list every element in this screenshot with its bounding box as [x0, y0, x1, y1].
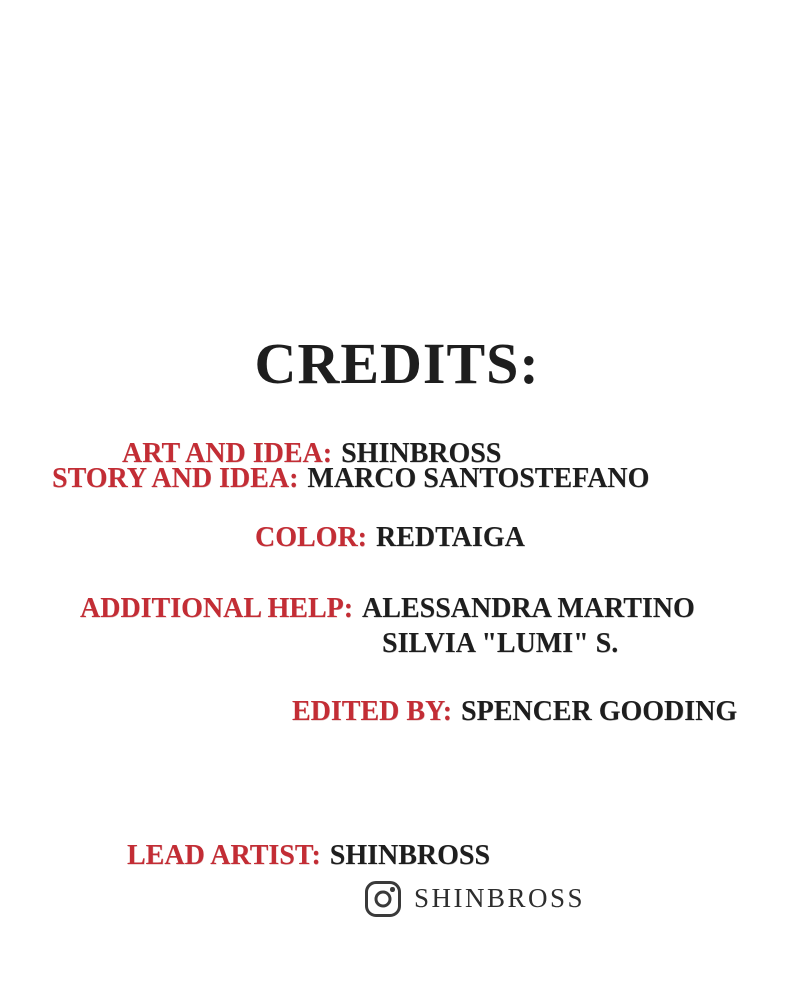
credit-label: EDITED BY: [292, 696, 453, 727]
credit-line-additional-help [80, 594, 695, 623]
credit-value: SPENCER GOODING [461, 696, 738, 727]
credit-value: REDTAIGA [376, 522, 525, 553]
credit-value: ALESSANDRA MARTINO [362, 593, 695, 624]
credit-line-edited-by [292, 697, 737, 726]
credit-line-additional-help-second [382, 629, 618, 658]
credit-label: ADDITIONAL HELP: [80, 593, 354, 624]
credit-line-color [255, 523, 525, 552]
instagram-lens [375, 890, 392, 907]
credit-value: SHINBROSS [329, 840, 491, 871]
credit-line-story-and-idea [52, 464, 649, 493]
credit-value: SHINBROSS [341, 438, 502, 469]
credit-value: MARCO SANTOSTEFANO [307, 463, 650, 494]
credit-label: LEAD ARTIST: [127, 840, 321, 871]
page-title: CREDITS: [254, 331, 540, 396]
credit-line-lead-artist [127, 841, 490, 870]
credit-value: SILVIA "LUMI" S. [382, 628, 619, 659]
social-row [365, 880, 585, 917]
credit-label: STORY AND IDEA: [52, 463, 299, 494]
credit-label: ART AND IDEA: [122, 438, 333, 469]
credit-label: COLOR: [255, 522, 367, 553]
instagram-handle: SHINBROSS [414, 883, 586, 913]
instagram-icon [365, 881, 401, 917]
instagram-flash-dot [390, 887, 395, 892]
